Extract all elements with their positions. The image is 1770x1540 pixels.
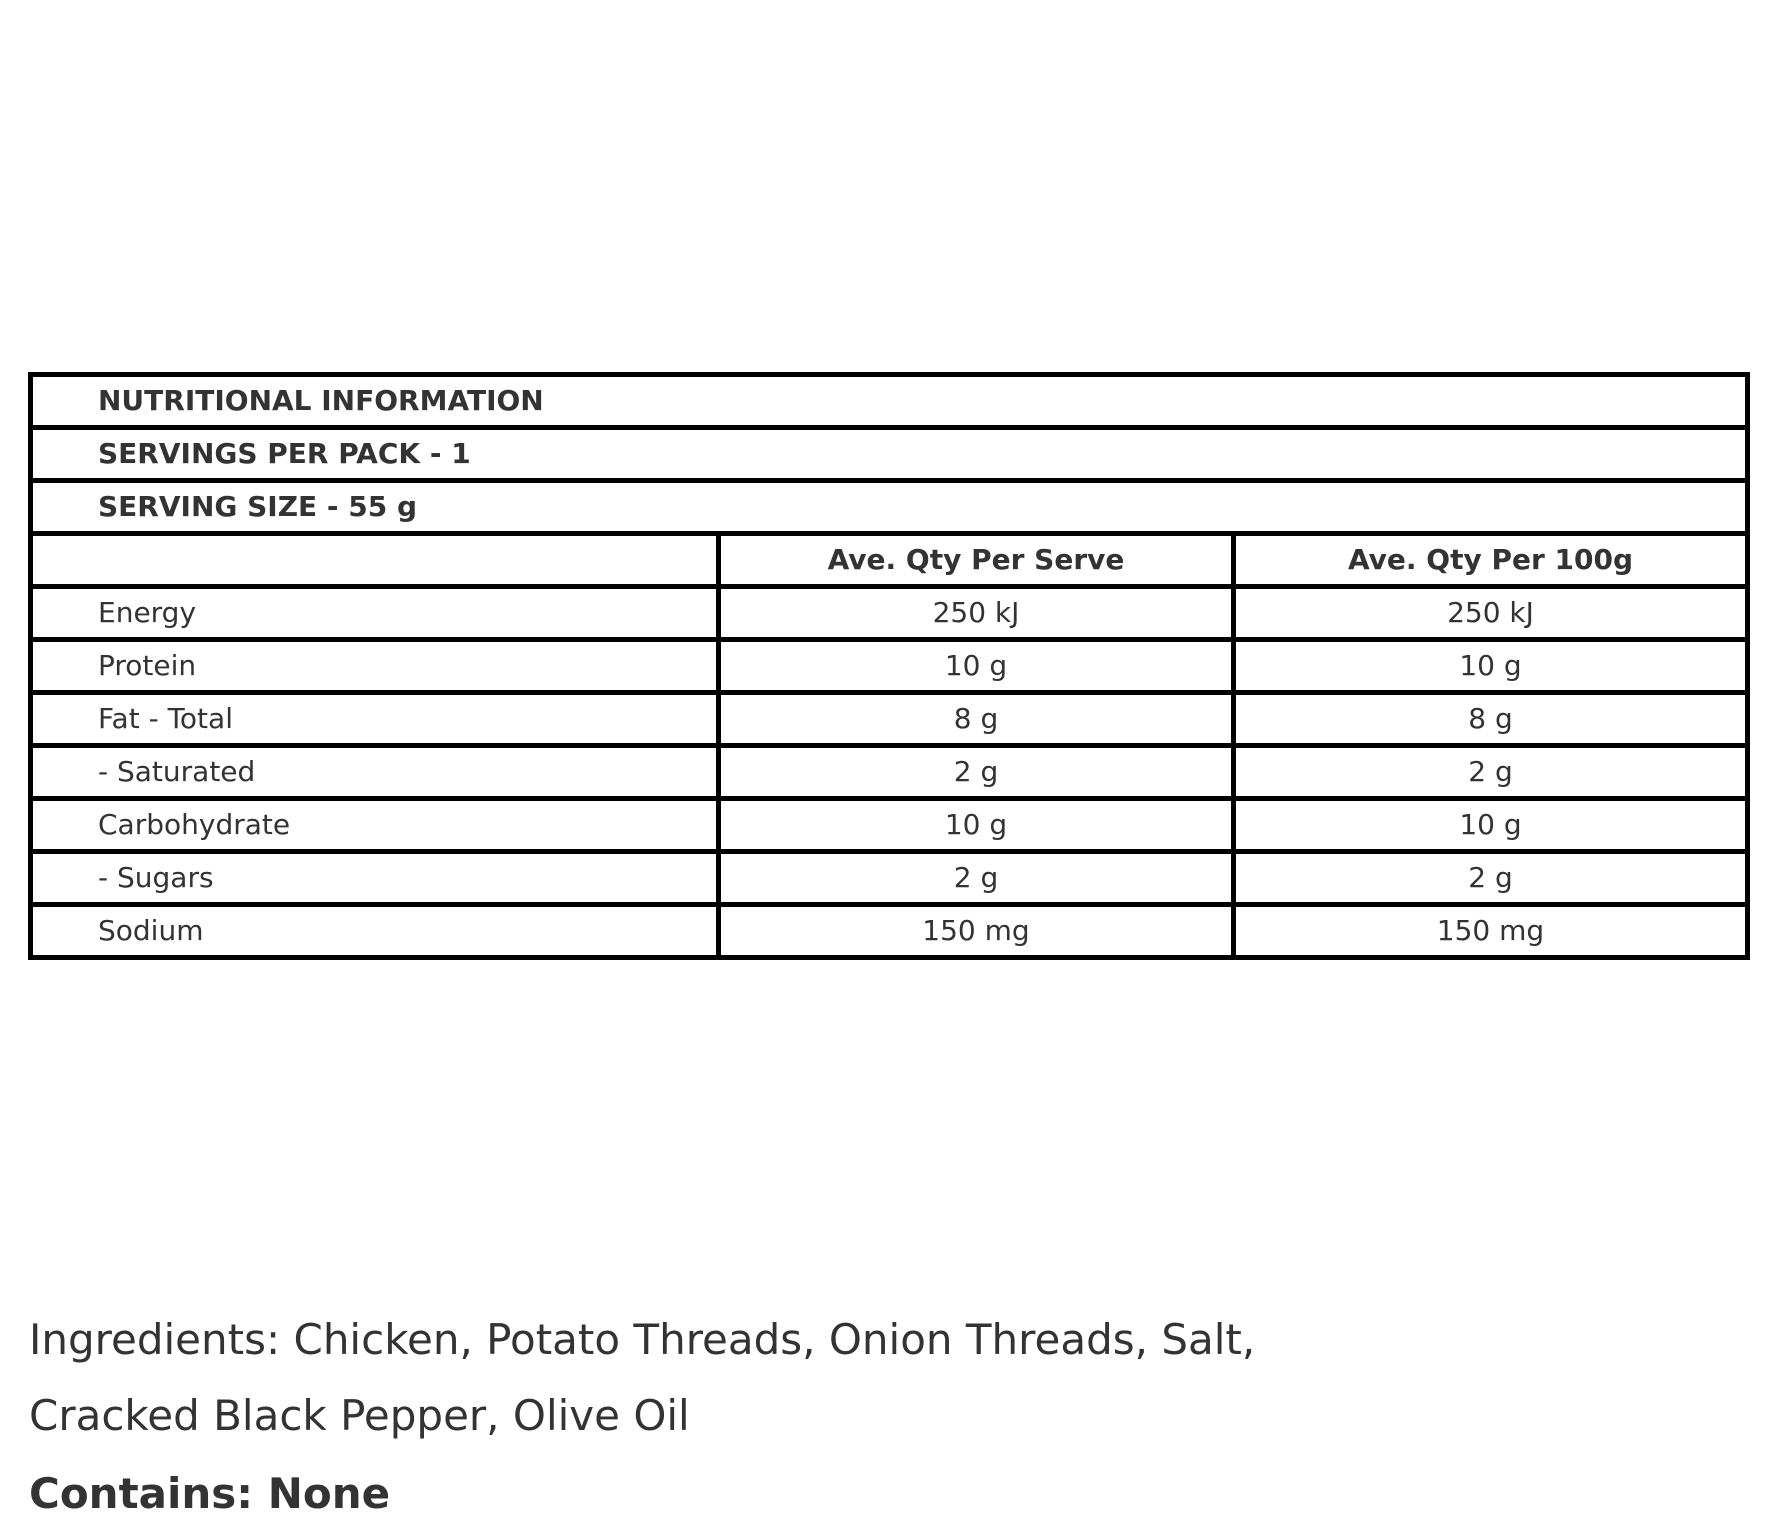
- nutrient-label: Protein: [98, 649, 197, 682]
- serving-size: SERVING SIZE - 55 g: [98, 490, 417, 523]
- ingredients-line-2: Cracked Black Pepper, Olive Oil: [29, 1391, 690, 1440]
- table-row: [33, 907, 1745, 955]
- per-serve-value: 2 g: [716, 748, 1231, 796]
- table-row: [33, 801, 1745, 854]
- per-serve-value: 2 g: [716, 854, 1231, 902]
- per-100g-value: 2 g: [1231, 748, 1745, 796]
- table-row: [33, 642, 1745, 695]
- nutrient-label: - Saturated: [98, 755, 256, 788]
- per-serve-value: 250 kJ: [716, 589, 1231, 637]
- serving-size-row: [33, 483, 1745, 536]
- header-per-100g: Ave. Qty Per 100g: [1231, 536, 1745, 584]
- nutrient-label: Energy: [98, 596, 197, 629]
- nutrient-label: Fat - Total: [98, 702, 233, 735]
- nutrition-panel: [28, 372, 1750, 960]
- header-blank-cell: [33, 536, 716, 584]
- servings-per-pack-row: [33, 430, 1745, 483]
- panel-title-row: [33, 377, 1745, 430]
- header-per-serve: Ave. Qty Per Serve: [716, 536, 1231, 584]
- per-100g-value: 10 g: [1231, 642, 1745, 690]
- nutrient-label: Carbohydrate: [98, 808, 291, 841]
- table-row: [33, 748, 1745, 801]
- ingredients-line-1: Ingredients: Chicken, Potato Threads, Onion Threads, Salt,: [29, 1315, 1256, 1364]
- per-100g-value: 150 mg: [1231, 907, 1745, 955]
- per-100g-value: 250 kJ: [1231, 589, 1745, 637]
- column-header-row: [33, 536, 1745, 589]
- table-row: [33, 695, 1745, 748]
- nutrient-label: - Sugars: [98, 861, 214, 894]
- per-serve-value: 150 mg: [716, 907, 1231, 955]
- ingredients-text: [29, 1302, 1529, 1454]
- nutrient-label: Sodium: [98, 914, 204, 947]
- per-100g-value: 8 g: [1231, 695, 1745, 743]
- contains-statement: Contains: None: [29, 1469, 391, 1518]
- table-row: [33, 854, 1745, 907]
- per-serve-value: 10 g: [716, 801, 1231, 849]
- per-100g-value: 10 g: [1231, 801, 1745, 849]
- panel-title: NUTRITIONAL INFORMATION: [98, 384, 544, 417]
- per-serve-value: 8 g: [716, 695, 1231, 743]
- per-100g-value: 2 g: [1231, 854, 1745, 902]
- servings-per-pack: SERVINGS PER PACK - 1: [98, 437, 471, 470]
- per-serve-value: 10 g: [716, 642, 1231, 690]
- table-row: [33, 589, 1745, 642]
